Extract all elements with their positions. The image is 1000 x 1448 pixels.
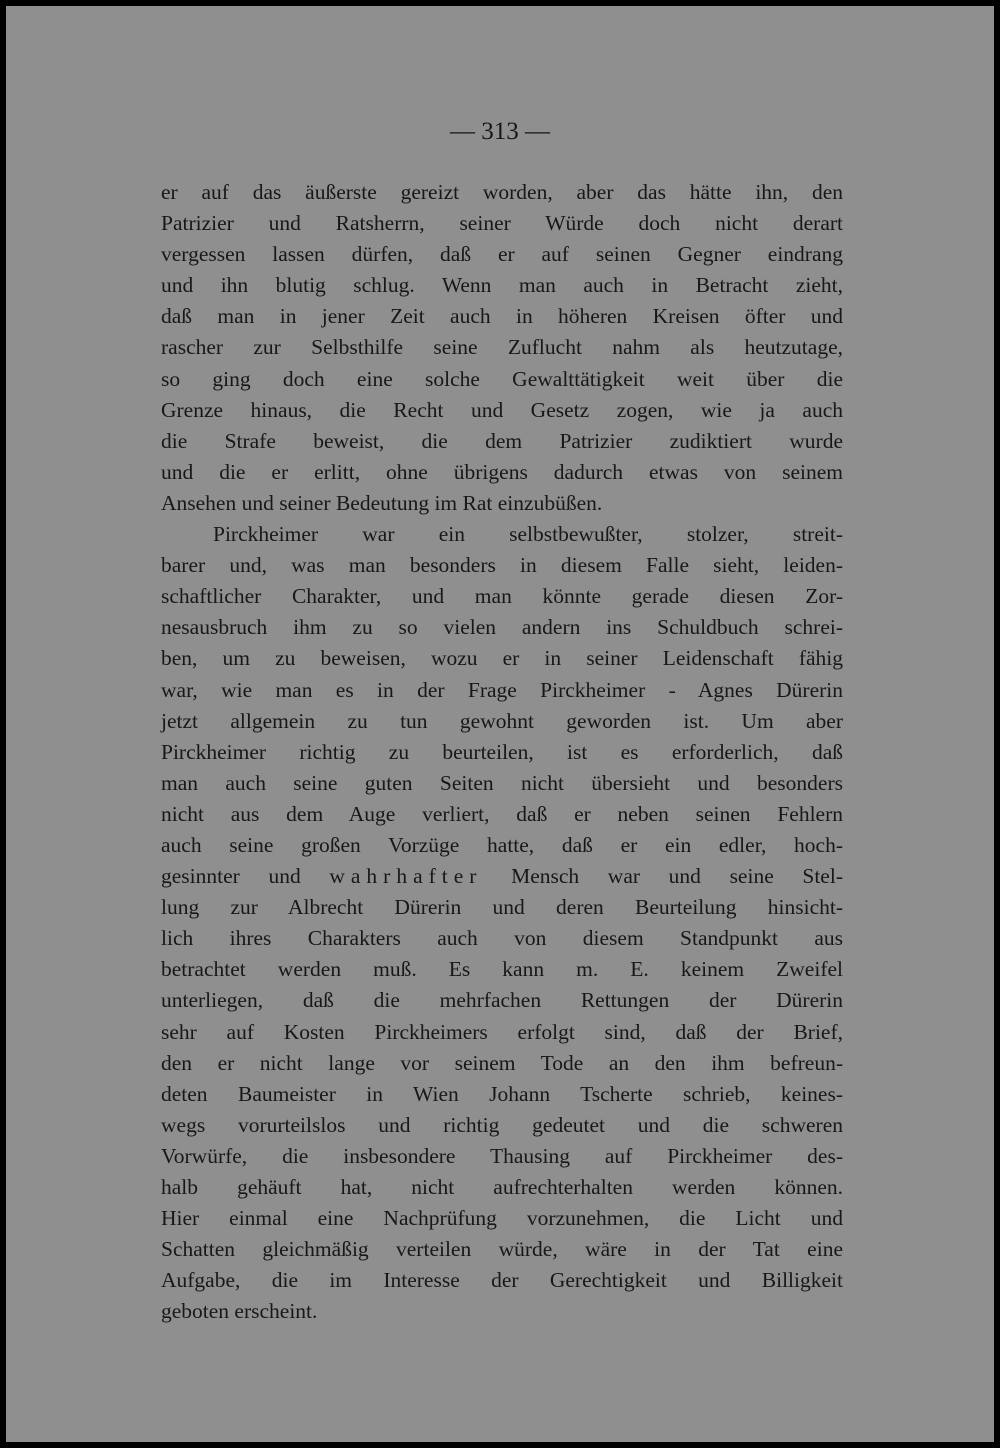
text-line: und die er erlitt, ohne übrigens dadurch etwas von seinem	[161, 459, 843, 484]
text-line: war, wie man es in der Frage Pirckheimer - Agnes Dürerin	[161, 677, 843, 702]
text-line: Vorwürfe, die insbesondere Thausing auf Pirckheimer des-	[161, 1143, 843, 1168]
paragraph-1	[161, 177, 843, 519]
text-segment: Mensch war und seine Stel-	[511, 864, 843, 889]
text-line: barer und, was man besonders in diesem Falle sieht, leiden-	[161, 553, 843, 578]
text-line: vergessen lassen dürfen, daß er auf seinen Gegner eindrang	[161, 242, 843, 267]
text-line: man auch seine guten Seiten nicht übersieht und besonders	[161, 770, 843, 795]
text-line: Hier einmal eine Nachprüfung vorzunehmen, die Licht und	[161, 1206, 843, 1231]
text-line: Pirckheimer war ein selbstbewußter, stolzer, streit-	[213, 522, 843, 547]
text-line: jetzt allgemein zu tun gewohnt geworden ist. Um aber	[161, 708, 843, 733]
text-line: er auf das äußerste gereizt worden, aber das hätte ihn, den	[161, 180, 843, 204]
text-line: wegs vorurteilslos und richtig gedeutet und die schweren	[161, 1112, 843, 1137]
book-page	[6, 6, 994, 1442]
spaced-emphasis: wahrhafter	[329, 864, 483, 889]
text-line: Grenze hinaus, die Recht und Gesetz zogen, wie ja auch	[161, 397, 843, 422]
text-line: nicht aus dem Auge verliert, daß er neben seinen Fehlern	[161, 801, 843, 826]
text-line: und ihn blutig schlug. Wenn man auch in Betracht zieht,	[161, 273, 843, 298]
text-line: betrachtet werden muß. Es kann m. E. keinem Zweifel	[161, 957, 843, 982]
text-line: daß man in jener Zeit auch in höheren Kreisen öfter und	[161, 304, 843, 329]
text-line: Aufgabe, die im Interesse der Gerechtigkeit und Billigkeit	[161, 1268, 843, 1293]
text-line: die Strafe beweist, die dem Patrizier zudiktiert wurde	[161, 428, 843, 453]
text-line-emphasis	[161, 861, 843, 892]
text-line: so ging doch eine solche Gewalttätigkeit weit über die	[161, 366, 843, 391]
text-line: halb gehäuft hat, nicht aufrechterhalten werden können.	[161, 1175, 843, 1199]
text-line: Patrizier und Ratsherrn, seiner Würde doch nicht derart	[161, 211, 843, 236]
text-line: unterliegen, daß die mehrfachen Rettungen der Dürerin	[161, 988, 843, 1013]
text-line: lich ihres Charakters auch von diesem Standpunkt aus	[161, 926, 843, 951]
text-line: Schatten gleichmäßig verteilen würde, wäre in der Tat eine	[161, 1237, 843, 1262]
text-line: nesausbruch ihm zu so vielen andern ins Schuldbuch schrei-	[161, 615, 843, 640]
body-text	[161, 177, 843, 1327]
text-line: deten Baumeister in Wien Johann Tscherte schrieb, keines-	[161, 1081, 843, 1106]
paragraph-2	[161, 519, 843, 1327]
text-line: rascher zur Selbsthilfe seine Zuflucht nahm als heutzutage,	[161, 335, 843, 360]
text-line: ben, um zu beweisen, wozu er in seiner Leidenschaft fähig	[161, 646, 843, 671]
text-line: den er nicht lange vor seinem Tode an den ihm befreun-	[161, 1050, 843, 1075]
text-line: auch seine großen Vorzüge hatte, daß er ein edler, hoch-	[161, 832, 843, 857]
text-line: schaftlicher Charakter, und man könnte gerade diesen Zor-	[161, 584, 843, 609]
text-line: geboten erscheint.	[161, 1299, 318, 1324]
text-line: sehr auf Kosten Pirckheimers erfolgt sind, daß der Brief,	[161, 1019, 843, 1044]
text-segment: gesinnter und	[161, 864, 301, 889]
text-line: Pirckheimer richtig zu beurteilen, ist es erforderlich, daß	[161, 739, 843, 764]
text-line: lung zur Albrecht Dürerin und deren Beurteilung hinsicht-	[161, 895, 843, 920]
text-line: Ansehen und seiner Bedeutung im Rat einzubüßen.	[161, 490, 603, 515]
page-number: — 313 —	[450, 118, 550, 145]
